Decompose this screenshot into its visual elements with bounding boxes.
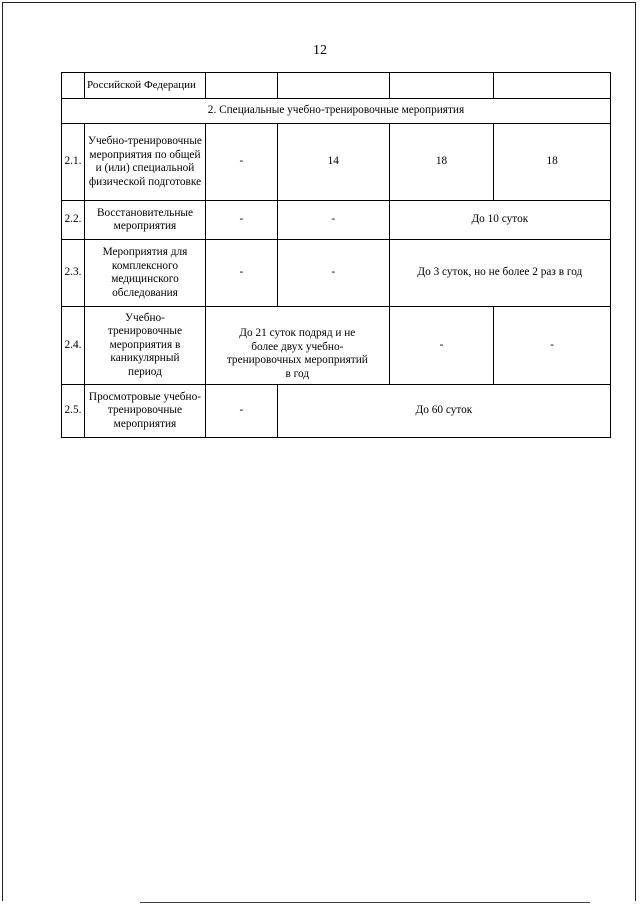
value-cell: До 3 суток, но не более 2 раз в год [389,240,610,307]
value-cell: - [277,240,389,307]
row-name-cell: Российской Федерации [84,73,205,99]
table-row [62,240,611,307]
value-cell [389,73,494,99]
value-cell: - [205,201,277,240]
value-cell: - [277,201,389,240]
row-name-cell: Просмотровые учебно-тренировочные мероприятия [84,385,205,438]
value-cell: - [494,307,611,385]
row-number-cell: 2.2. [62,201,85,240]
table-row [62,73,611,99]
value-cell [277,73,389,99]
value-cell: - [205,124,277,201]
row-name-cell: Восстановительные мероприятия [84,201,205,240]
table-row [62,201,611,240]
row-number-cell: 2.3. [62,240,85,307]
value-cell: До 21 суток подряд и не более двух учебно-тренировочных мероприятий в год [205,307,389,385]
value-cell: 18 [389,124,494,201]
page-number: 12 [313,43,327,58]
section-heading-row [62,99,611,124]
value-cell: 14 [277,124,389,201]
value-cell: 18 [494,124,611,201]
table-row [62,124,611,201]
row-number-cell: 2.5. [62,385,85,438]
value-cell: - [389,307,494,385]
value-cell [494,73,611,99]
row-number-cell [62,73,85,99]
table-row [62,385,611,438]
row-name-cell: Учебно-тренировочные мероприятия по общей и (или) специальной физической подготовке [84,124,205,201]
value-cell: До 10 суток [389,201,610,240]
bottom-scan-line [140,902,590,903]
row-name-cell: Учебно-тренировочные мероприятия в каникулярный период [84,307,205,385]
row-name-cell: Мероприятия для комплексного медицинского обследования [84,240,205,307]
value-cell [205,73,277,99]
section-heading: 2. Специальные учебно-тренировочные мероприятия [62,99,611,124]
value-cell: - [205,240,277,307]
table-row [62,307,611,385]
value-cell: До 60 суток [277,385,610,438]
value-cell: - [205,385,277,438]
row-number-cell: 2.1. [62,124,85,201]
events-table [61,72,611,438]
row-number-cell: 2.4. [62,307,85,385]
